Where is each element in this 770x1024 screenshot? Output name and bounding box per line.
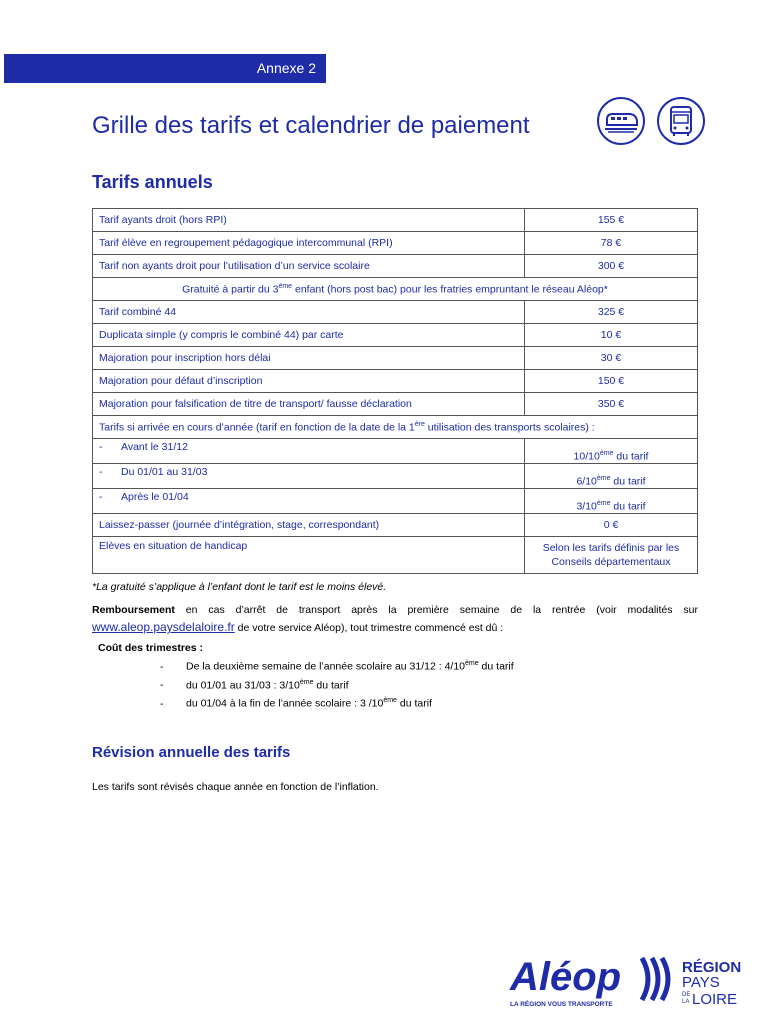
aleop-link[interactable]: www.aleop.paysdelaloire.fr: [92, 620, 235, 634]
table-row: [93, 393, 698, 416]
row-price: 30 €: [525, 347, 698, 370]
logo-arc-3: [662, 958, 668, 1000]
table-row: [93, 347, 698, 370]
logo-arc-2: [652, 958, 658, 1000]
period-row: [93, 439, 698, 464]
table-row: [93, 209, 698, 232]
revision-heading: Révision annuelle des tarifs: [92, 744, 291, 761]
table-row: [93, 255, 698, 278]
train-icon: [597, 97, 645, 145]
period-row: [93, 489, 698, 514]
logo-de: DE: [682, 992, 691, 998]
annexe-banner: [4, 54, 326, 83]
list-item: - De la deuxième semaine de l’année scolaire au 31/12 : 4/10ème du tarif: [160, 660, 514, 673]
row-label: Tarif non ayants droit pour l’utilisation d’un service scolaire: [93, 255, 525, 278]
period-row: [93, 464, 698, 489]
arrivee-row: [93, 416, 698, 439]
list-item: - du 01/01 au 31/03 : 3/10ème du tarif: [160, 678, 349, 691]
row-price: 10 €: [525, 324, 698, 347]
table-row: [93, 232, 698, 255]
bus-icon: [657, 97, 705, 145]
tarifs-table: [92, 208, 698, 574]
row-label: Tarif ayants droit (hors RPI): [93, 209, 525, 232]
table-row: [93, 301, 698, 324]
gratuite-note: *La gratuité s’applique à l’enfant dont le tarif est le moins élevé.: [92, 581, 387, 593]
logo-arc-1: [642, 958, 648, 1000]
row-label: Duplicata simple (y compris le combiné 44) par carte: [93, 324, 525, 347]
row-label: Laissez-passer (journée d’intégration, stage, correspondant): [93, 514, 525, 537]
period-label: - Après le 01/04: [93, 489, 525, 514]
row-label: Majoration pour défaut d’inscription: [93, 370, 525, 393]
tarifs-heading: Tarifs annuels: [92, 172, 213, 192]
remboursement-paragraph: Remboursement en cas d’arrêt de transport après la première semaine de la rentrée (voir modalités sur www.aleop.paysdelaloire.fr de votre service Aléop), tout trimestre commencé est dû :: [92, 604, 698, 634]
page-title: Grille des tarifs et calendrier de paiement: [92, 112, 530, 139]
table-row: [93, 370, 698, 393]
period-label: - Du 01/01 au 31/03: [93, 464, 525, 489]
revision-text: Les tarifs sont révisés chaque année en fonction de l’inflation.: [92, 781, 379, 793]
period-price: 3/10ème du tarif: [525, 489, 698, 514]
period-price: 10/10ème du tarif: [525, 439, 698, 464]
row-price: 350 €: [525, 393, 698, 416]
row-label: Majoration pour inscription hors délai: [93, 347, 525, 370]
logo-brand: Aléop: [510, 955, 622, 999]
table-row: [93, 324, 698, 347]
row-price: 0 €: [525, 514, 698, 537]
aleop-region-logo: [508, 950, 758, 1012]
row-price: 150 €: [525, 370, 698, 393]
row-price: 300 €: [525, 255, 698, 278]
row-label: Elèves en situation de handicap: [93, 537, 525, 574]
logo-region: RÉGION: [682, 959, 742, 976]
logo-tagline: LA RÉGION VOUS TRANSPORTE: [510, 1001, 613, 1008]
handicap-row: [93, 537, 698, 574]
row-price: 78 €: [525, 232, 698, 255]
row-label: Majoration pour falsification de titre de transport/ fausse déclaration: [93, 393, 525, 416]
row-price: Selon les tarifs définis par les Conseils départementaux: [525, 537, 698, 574]
annexe-label: Annexe 2: [256, 60, 316, 76]
logo-la: LA: [682, 999, 690, 1005]
row-price: 155 €: [525, 209, 698, 232]
remboursement-bold: Remboursement: [92, 604, 175, 616]
logo-pays: PAYS: [682, 974, 720, 991]
arrivee-text: Tarifs si arrivée en cours d’année (tarif en fonction de la date de la 1ère utilisation des transports scolaires) :: [93, 416, 698, 439]
row-label: Tarif élève en regroupement pédagogique intercommunal (RPI): [93, 232, 525, 255]
table-row: [93, 514, 698, 537]
list-item: - du 01/04 à la fin de l’année scolaire : 3 /10ème du tarif: [160, 697, 432, 710]
cout-list: [160, 656, 514, 712]
row-label: Tarif combiné 44: [93, 301, 525, 324]
gratuite-text: Gratuité à partir du 3ème enfant (hors post bac) pour les fratries empruntant le réseau Aléop*: [93, 278, 698, 301]
period-label: - Avant le 31/12: [93, 439, 525, 464]
row-price: 325 €: [525, 301, 698, 324]
gratuite-row: [93, 278, 698, 301]
period-price: 6/10ème du tarif: [525, 464, 698, 489]
cout-heading: Coût des trimestres :: [98, 642, 204, 654]
logo-loire: LOIRE: [692, 991, 738, 1008]
